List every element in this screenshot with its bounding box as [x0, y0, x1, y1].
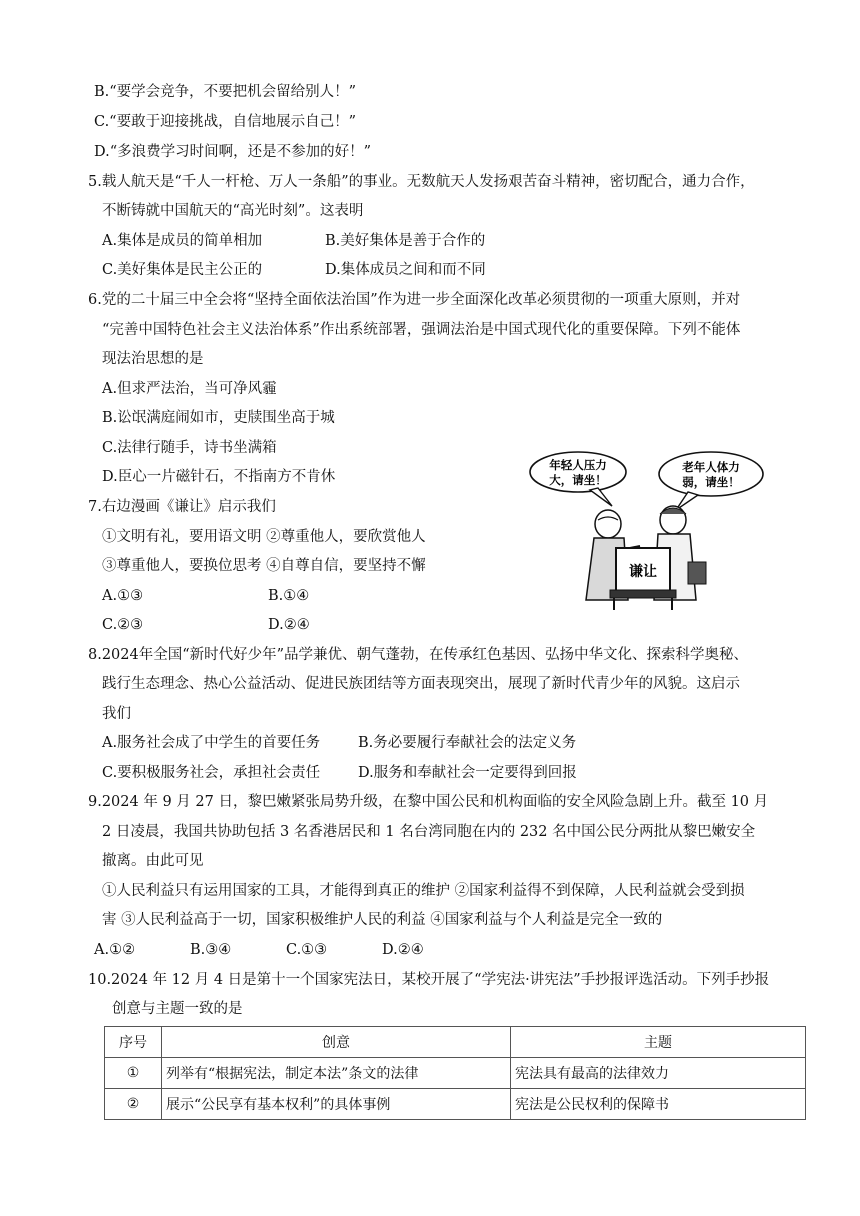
q8-option-a: A.服务社会成了中学生的首要任务	[102, 735, 321, 751]
q9-stem-line3: 撤离。由此可见	[102, 853, 204, 869]
table-cell-idea: 展示“公民享有基本权利”的具体事例	[162, 1089, 511, 1120]
bubble-right-line1: 老年人体力	[682, 460, 740, 474]
q10-stem-line1: 10.2024 年 12 月 4 日是第十一个国家宪法日，某校开展了“学宪法·讲宪法”手抄报评选活动。下列手抄报	[88, 972, 770, 988]
q5-option-a: A.集体是成员的简单相加	[102, 233, 263, 249]
cartoon-sign-text: 谦让	[629, 564, 657, 580]
q6-option-b: B.讼氓满庭闹如市，吏牍围坐高于城	[102, 410, 335, 426]
table-header-theme: 主题	[511, 1027, 806, 1058]
table-header-idea: 创意	[162, 1027, 511, 1058]
qianrang-cartoon	[528, 450, 768, 612]
q6-option-a: A.但求严法治，当可净风霾	[102, 381, 277, 397]
table-row	[105, 1089, 806, 1120]
table-cell-theme: 宪法是公民权利的保障书	[511, 1089, 806, 1120]
q9-stem-line1: 9.2024 年 9 月 27 日，黎巴嫩紧张局势升级，在黎中国公民和机构面临的安全风险急剧上升。截至 10 月	[88, 794, 769, 810]
q8-stem-line3: 我们	[102, 706, 131, 722]
table-cell-idea: 列举有“根据宪法，制定本法”条文的法律	[162, 1058, 511, 1089]
q8-stem-line1: 8.2024年全国“新时代好少年”品学兼优、朝气蓬勃，在传承红色基因、弘扬中华文化、探索科学奥秘、	[88, 647, 749, 663]
table-cell-theme: 宪法具有最高的法律效力	[511, 1058, 806, 1089]
table-cell-index: ①	[105, 1058, 162, 1089]
q6-option-d: D.臣心一片磁针石，不指南方不肯休	[102, 469, 336, 485]
table-cell-index: ②	[105, 1089, 162, 1120]
q7-option-b: B.①④	[268, 588, 310, 604]
q6-stem-line3: 现法治思想的是	[102, 351, 204, 367]
q8-option-d: D.服务和奉献社会一定要得到回报	[358, 765, 577, 781]
q5-option-d: D.集体成员之间和而不同	[325, 262, 486, 278]
q7-option-c: C.②③	[102, 617, 144, 633]
q6-stem-line1: 6.党的二十届三中全会将“坚持全面依法治国”作为进一步全面深化改革必须贯彻的一项重大原则，并对	[88, 292, 741, 308]
q10-stem-line2: 创意与主题一致的是	[112, 1001, 243, 1017]
q9-statements-2: 害 ③人民利益高于一切，国家积极维护人民的利益 ④国家利益与个人利益是完全一致的	[102, 912, 663, 928]
table-header-row	[105, 1027, 806, 1058]
q5-option-c: C.美好集体是民主公正的	[102, 262, 263, 278]
q9-option-b: B.③④	[190, 942, 232, 958]
q4-option-b: B.“要学会竞争，不要把机会留给别人！”	[94, 84, 357, 100]
q9-stem-line2: 2 日凌晨，我国共协助包括 3 名香港居民和 1 名台湾同胞在内的 232 名中国公民分两批从黎巴嫩安全	[102, 824, 756, 840]
q5-stem-line2: 不断铸就中国航天的“高光时刻”。这表明	[102, 203, 364, 219]
q9-statements-1: ①人民利益只有运用国家的工具，才能得到真正的维护 ②国家利益得不到保障，人民利益就会受到损	[102, 883, 745, 899]
q9-option-d: D.②④	[382, 942, 424, 958]
q5-stem-line1: 5.载人航天是“千人一杆枪、万人一条船”的事业。无数航天人发扬艰苦奋斗精神，密切配合，通力合作，	[88, 174, 755, 190]
table-row	[105, 1058, 806, 1089]
q7-statements-1: ①文明有礼，要用语文明 ②尊重他人，要欣赏他人	[102, 529, 426, 545]
q4-option-c: C.“要敢于迎接挑战，自信地展示自己！”	[94, 114, 357, 130]
table-header-index: 序号	[105, 1027, 162, 1058]
bubble-left-line1: 年轻人压力	[549, 458, 607, 472]
q6-stem-line2: “完善中国特色社会主义法治体系”作出系统部署，强调法治是中国式现代化的重要保障。下列不能体	[102, 322, 741, 338]
q9-option-a: A.①②	[94, 942, 136, 958]
q7-option-d: D.②④	[268, 617, 310, 633]
q8-option-b: B.务必要履行奉献社会的法定义务	[358, 735, 577, 751]
q4-option-d: D.“多浪费学习时间啊，还是不参加的好！”	[94, 144, 372, 160]
q10-table	[104, 1026, 806, 1120]
q6-option-c: C.法律行随手，诗书坐满箱	[102, 440, 277, 456]
bubble-right-line2: 弱，请坐！	[682, 475, 740, 489]
q5-option-b: B.美好集体是善于合作的	[325, 233, 486, 249]
bubble-left-line2: 大，请坐！	[549, 473, 607, 487]
q8-stem-line2: 践行生态理念、热心公益活动、促进民族团结等方面表现突出，展现了新时代青少年的风貌。这启示	[102, 676, 740, 692]
q7-statements-2: ③尊重他人，要换位思考 ④自尊自信，要坚持不懈	[102, 558, 426, 574]
q7-stem: 7.右边漫画《谦让》启示我们	[88, 499, 276, 515]
q8-option-c: C.要积极服务社会，承担社会责任	[102, 765, 321, 781]
q9-option-c: C.①③	[286, 942, 328, 958]
q7-option-a: A.①③	[102, 588, 144, 604]
